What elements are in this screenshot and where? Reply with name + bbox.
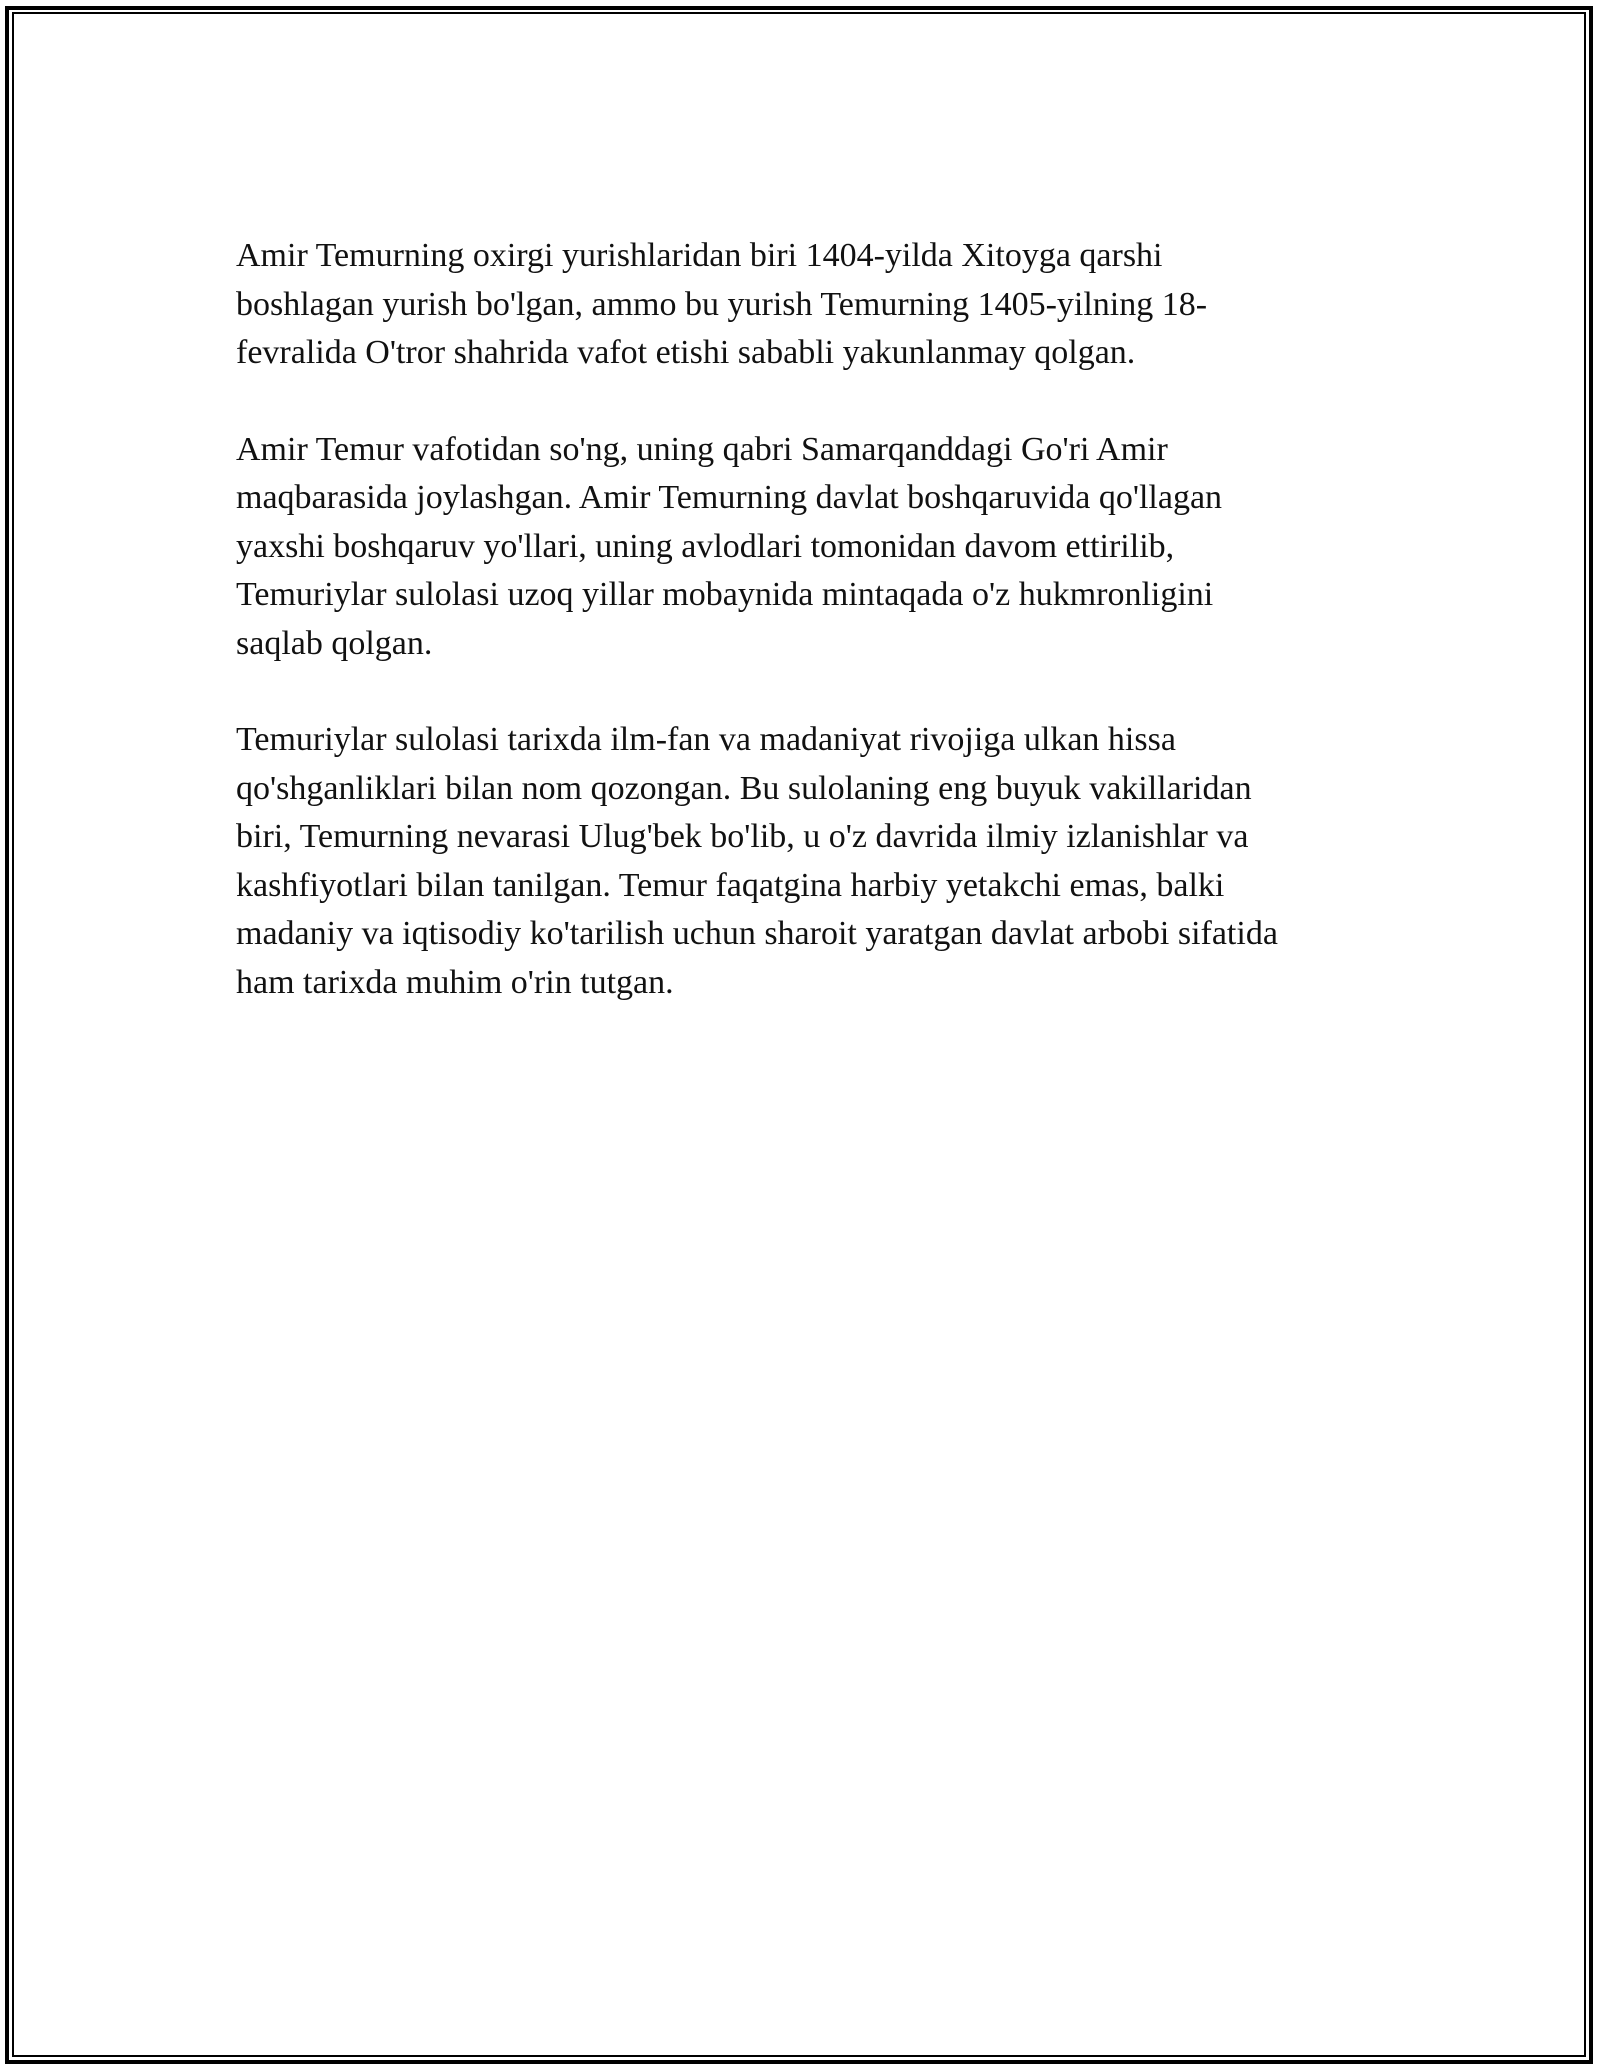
text-line: yaxshi boshqaruv yo'llari, uning avlodlari tomonidan davom ettirilib,: [236, 527, 1175, 565]
text-line: Temuriylar sulolasi tarixda ilm-fan va madaniyat rivojiga ulkan hissa: [236, 721, 1176, 758]
document-body: [236, 232, 1376, 1055]
paragraph-3: [236, 716, 1376, 1007]
text-line: Amir Temurning oxirgi yurishlaridan biri 1404-yilda Xitoyga qarshi: [236, 237, 1163, 274]
text-line: biri, Temurning nevarasi Ulug'bek bo'lib, u o'z davrida ilmiy izlanishlar va: [236, 818, 1249, 855]
paragraph-1: [236, 232, 1376, 378]
text-line: ham tarixda muhim o'rin tutgan.: [236, 963, 674, 1001]
paragraph-2: [236, 426, 1376, 669]
text-line: fevralida O'tror shahrida vafot etishi sababli yakunlanmay qolgan.: [236, 334, 1136, 371]
text-line: boshlagan yurish bo'lgan, ammo bu yurish Temurning 1405-yilning 18-: [236, 285, 1208, 323]
text-line: qo'shganliklari bilan nom qozongan. Bu sulolaning eng buyuk vakillaridan: [236, 769, 1252, 807]
text-line: kashfiyotlari bilan tanilgan. Temur faqatgina harbiy yetakchi emas, balki: [236, 866, 1225, 904]
text-line: maqbarasida joylashgan. Amir Temurning davlat boshqaruvida qo'llagan: [236, 479, 1223, 516]
text-line: Temuriylar sulolasi uzoq yillar mobaynida mintaqada o'z hukmronligini: [236, 576, 1214, 613]
text-line: saqlab qolgan.: [236, 624, 433, 662]
text-line: Amir Temur vafotidan so'ng, uning qabri Samarqanddagi Go'ri Amir: [236, 430, 1168, 468]
text-line: madaniy va iqtisodiy ko'tarilish uchun sharoit yaratgan davlat arbobi sifatida: [236, 915, 1278, 952]
